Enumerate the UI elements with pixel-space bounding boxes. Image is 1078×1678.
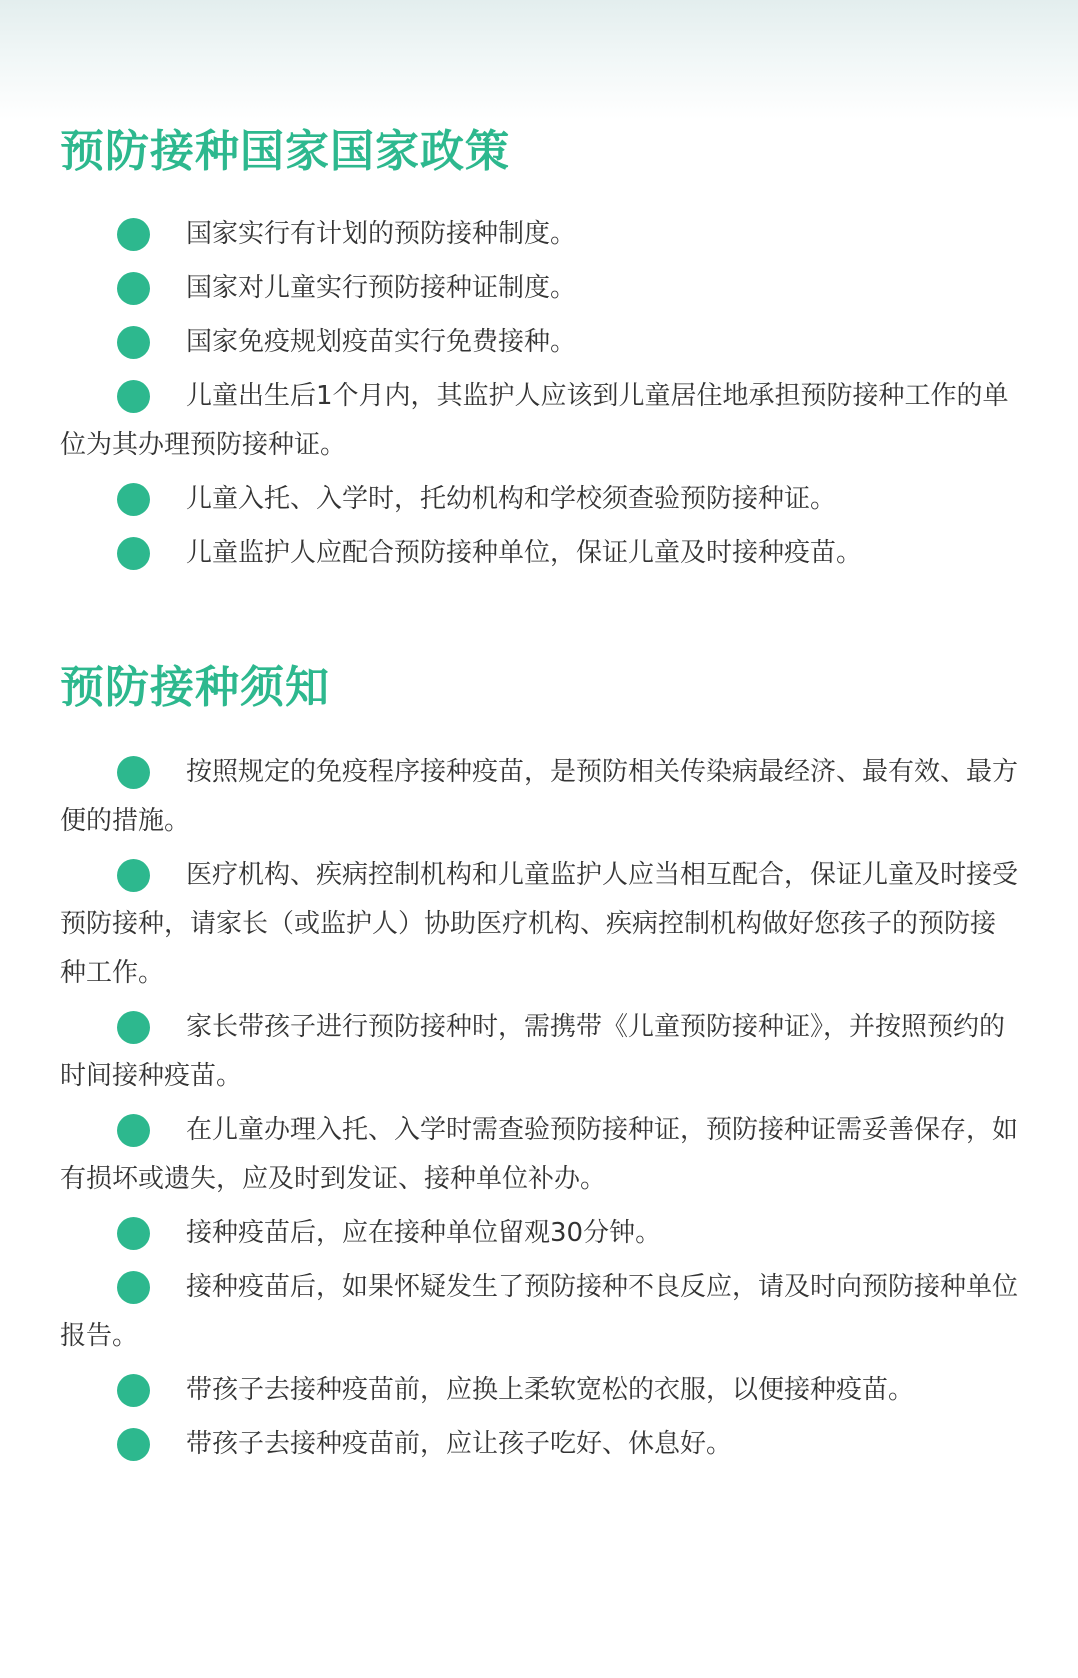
list-item [60, 475, 1020, 524]
notice-list [60, 748, 1020, 1469]
list-item-text: 带孩子去接种疫苗前，应换上柔软宽松的衣服，以便接种疫苗。 [186, 1375, 915, 1405]
list-item [60, 1366, 1020, 1415]
list-item-text: 国家免疫规划疫苗实行免费接种。 [186, 327, 577, 357]
bullet-dot-icon [117, 380, 150, 413]
list-item-text: 接种疫苗后，应在接种单位留观30分钟。 [186, 1218, 662, 1248]
top-gradient-band [0, 0, 1078, 120]
list-item-text: 儿童出生后1个月内，其监护人应该到儿童居住地承担预防接种工作的单位为其办理预防接种证。 [60, 381, 1009, 460]
list-item-text: 带孩子去接种疫苗前，应让孩子吃好、休息好。 [186, 1429, 733, 1459]
list-item [60, 318, 1020, 367]
list-item-text: 家长带孩子进行预防接种时，需携带《儿童预防接种证》，并按照预约的时间接种疫苗。 [60, 1012, 1006, 1091]
bullet-dot-icon [117, 1428, 150, 1461]
list-item [60, 1003, 1020, 1101]
section-vaccination-notice [60, 658, 1020, 1469]
list-item-text: 在儿童办理入托、入学时需查验预防接种证，预防接种证需妥善保存，如有损坏或遗失，应及时到发证、接种单位补办。 [60, 1115, 1019, 1194]
section-title: 预防接种须知 [60, 662, 330, 713]
list-item [60, 1263, 1020, 1361]
list-item [60, 1209, 1020, 1258]
list-item-text: 儿童入托、入学时，托幼机构和学校须查验预防接种证。 [186, 484, 837, 514]
bullet-dot-icon [117, 1374, 150, 1407]
section-national-policy [60, 122, 1020, 578]
bullet-dot-icon [117, 272, 150, 305]
bullet-dot-icon [117, 1011, 150, 1044]
list-item [60, 372, 1020, 470]
bullet-dot-icon [117, 1217, 150, 1250]
list-item [60, 1420, 1020, 1469]
list-item [60, 529, 1020, 578]
list-item-text: 国家对儿童实行预防接种证制度。 [186, 273, 577, 303]
list-item-text: 医疗机构、疾病控制机构和儿童监护人应当相互配合，保证儿童及时接受预防接种，请家长（或监护人）协助医疗机构、疾病控制机构做好您孩子的预防接种工作。 [60, 860, 1019, 988]
list-item-text: 国家实行有计划的预防接种制度。 [186, 219, 577, 249]
bullet-dot-icon [117, 218, 150, 251]
policy-list [60, 210, 1020, 578]
bullet-dot-icon [117, 1114, 150, 1147]
list-item-text: 儿童监护人应配合预防接种单位，保证儿童及时接种疫苗。 [186, 538, 863, 568]
list-item-text: 按照规定的免疫程序接种疫苗，是预防相关传染病最经济、最有效、最方便的措施。 [60, 757, 1019, 836]
section-title: 预防接种国家国家政策 [60, 126, 510, 177]
bullet-dot-icon [117, 1271, 150, 1304]
list-item [60, 748, 1020, 846]
bullet-dot-icon [117, 537, 150, 570]
bullet-dot-icon [117, 756, 150, 789]
bullet-dot-icon [117, 326, 150, 359]
list-item [60, 264, 1020, 313]
list-item-text: 接种疫苗后，如果怀疑发生了预防接种不良反应，请及时向预防接种单位报告。 [60, 1272, 1019, 1351]
list-item [60, 210, 1020, 259]
list-item [60, 1106, 1020, 1204]
bullet-dot-icon [117, 483, 150, 516]
list-item [60, 851, 1020, 998]
document-content [60, 122, 1020, 1474]
bullet-dot-icon [117, 859, 150, 892]
